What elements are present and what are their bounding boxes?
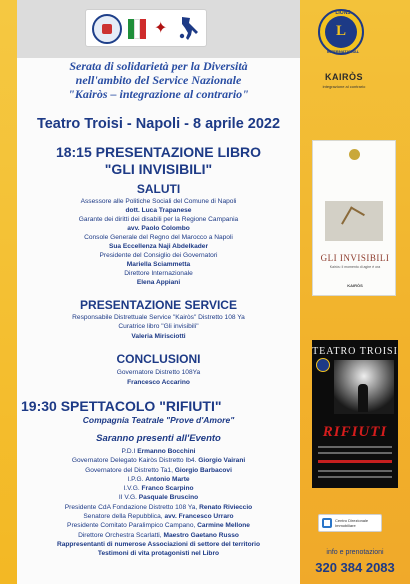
lions-mark-icon	[349, 149, 360, 160]
kairos-tagline: integrazione al contrario	[322, 84, 366, 89]
phone-number[interactable]: 320 384 2083	[315, 560, 395, 575]
italy-map-icon	[176, 16, 200, 42]
service-line: Curatrice libro "Gli invisibili"	[118, 323, 199, 330]
lions-badge-icon	[316, 358, 330, 372]
event-title-line-2: nell'ambito del Service Nazionale	[75, 73, 242, 87]
guest-line: I.P.G. Antonio Marte	[127, 475, 190, 483]
book-cover-subtitle: Kairòs: il momento di agire è ora	[329, 265, 381, 269]
saluti-heading: SALUTI	[136, 182, 181, 196]
star-emblem-icon: ✦	[154, 20, 168, 37]
poster-title: TEATRO TROISI	[312, 346, 398, 357]
centro-logo-text	[335, 518, 381, 528]
centro-line-1: Centro Direzionale	[335, 518, 369, 523]
centro-direzionale-logo	[318, 514, 382, 532]
theatre-company: Compagnia Teatrale "Prove d'Amore"	[82, 415, 235, 425]
poster-text-line	[318, 476, 392, 478]
guest-line: Governatore del Distretto Ta1, Giorgio Barbacovi	[85, 466, 232, 474]
book-cover-image	[312, 140, 396, 296]
poster-text-line	[318, 470, 392, 472]
service-line: Responsabile Distrettuale Service "Kairòs" Distretto 108 Ya	[72, 314, 245, 321]
centro-line-2: Immobiliare	[335, 523, 356, 528]
guest-line: II V.G. Pasquale Bruscino	[118, 494, 199, 502]
service-name: Valeria Mirisciotti	[131, 333, 186, 340]
poster-figure	[358, 384, 368, 412]
book-title-heading: "GLI INVISIBILI"	[104, 161, 213, 177]
event-title-line-1: Serata di solidarietà per la Diversità	[69, 59, 248, 73]
saluti-line: Garante dei diritti dei disabili per la Regione Campania	[78, 216, 239, 223]
saluti-name: Sua Eccellenza Naji Abdelkader	[108, 243, 209, 250]
saluti-name: avv. Paolo Colombo	[127, 225, 190, 232]
conclusioni-line: Governatore Distretto 108Ya	[116, 369, 201, 376]
book-cover-title: GLI INVISIBILI	[320, 253, 390, 263]
guest-line: Rappresentanti di numerose Associazioni di settore del territorio	[56, 540, 261, 548]
guest-line: Governatore Delegato Kairòs Distretto Ib4. Giorgio Vairani	[71, 457, 246, 465]
guest-line: Direttore Orchestra Scarlatti, Maestro Gaetano Russo	[78, 531, 239, 539]
guest-line: Testimoni di vita protagonisti nel Libro	[97, 550, 220, 558]
saluti-line: Assessore alle Politiche Sociali del Comune di Napoli	[80, 198, 237, 205]
presentation-heading: 18:15 PRESENTAZIONE LIBRO	[55, 144, 262, 160]
saluti-line: Direttore Internazionale	[124, 270, 193, 277]
italian-flag-icon	[128, 19, 148, 39]
presenti-heading: Saranno presenti all'Evento	[96, 433, 221, 444]
info-label: info e prenotazioni	[326, 549, 384, 556]
conclusioni-name: Francesco Accarino	[127, 379, 190, 386]
saluti-name: Elena Appiani	[136, 279, 181, 286]
building-icon	[322, 518, 332, 528]
lions-letter: L	[335, 23, 346, 39]
spettacolo-heading: 19:30 SPETTACOLO "RIFIUTI"	[21, 398, 222, 414]
service-heading: PRESENTAZIONE SERVICE	[80, 298, 237, 312]
kairos-logo	[316, 68, 372, 96]
show-poster-image	[312, 340, 398, 488]
venue-date: Teatro Troisi - Napoli - 8 aprile 2022	[36, 116, 281, 132]
guest-line: I.V.G. Franco Scarpino	[123, 485, 194, 493]
guest-line: Presidente CdA Fondazione Distretto 108 Ya, Renato Rivieccio	[64, 503, 253, 511]
saluti-name: Mariella Sciammetta	[126, 261, 191, 268]
lions-ring-top: LIONS	[335, 10, 351, 16]
lions-international-logo	[318, 9, 364, 55]
poster-text-line	[318, 452, 392, 454]
conclusioni-heading: CONCLUSIONI	[116, 352, 201, 366]
guest-line: P.D.I Ermanno Bocchini	[121, 448, 196, 455]
saluti-name: dott. Luca Trapanese	[125, 207, 192, 214]
guest-list	[17, 447, 300, 559]
poster-text-line	[318, 446, 392, 448]
saluti-line: Presidente del Consiglio dei Governatori	[99, 252, 218, 259]
book-cover-brand: KAIRÒS	[347, 283, 363, 288]
header-institutional-logos	[85, 9, 207, 47]
guest-line: Presidente Comitato Paralimpico Campano, Carmine Mellone	[67, 522, 250, 530]
guest-line: Senatore della Repubblica, avv. Francesco Urraro	[83, 513, 234, 521]
event-title-line-3: "Kairòs – integrazione al contrario"	[68, 87, 249, 101]
municipal-seal-icon	[92, 14, 122, 44]
kairos-wordmark: KAIRÒS	[324, 72, 363, 82]
left-yellow-band	[0, 0, 17, 584]
book-illustration	[325, 201, 383, 241]
saluti-line: Console Generale del Regno del Marocco a Napoli	[84, 234, 233, 241]
poster-show-title: RIFIUTI	[322, 424, 388, 440]
poster-red-line	[318, 460, 392, 463]
lions-ring-bottom: INTERNATIONAL	[326, 49, 360, 54]
